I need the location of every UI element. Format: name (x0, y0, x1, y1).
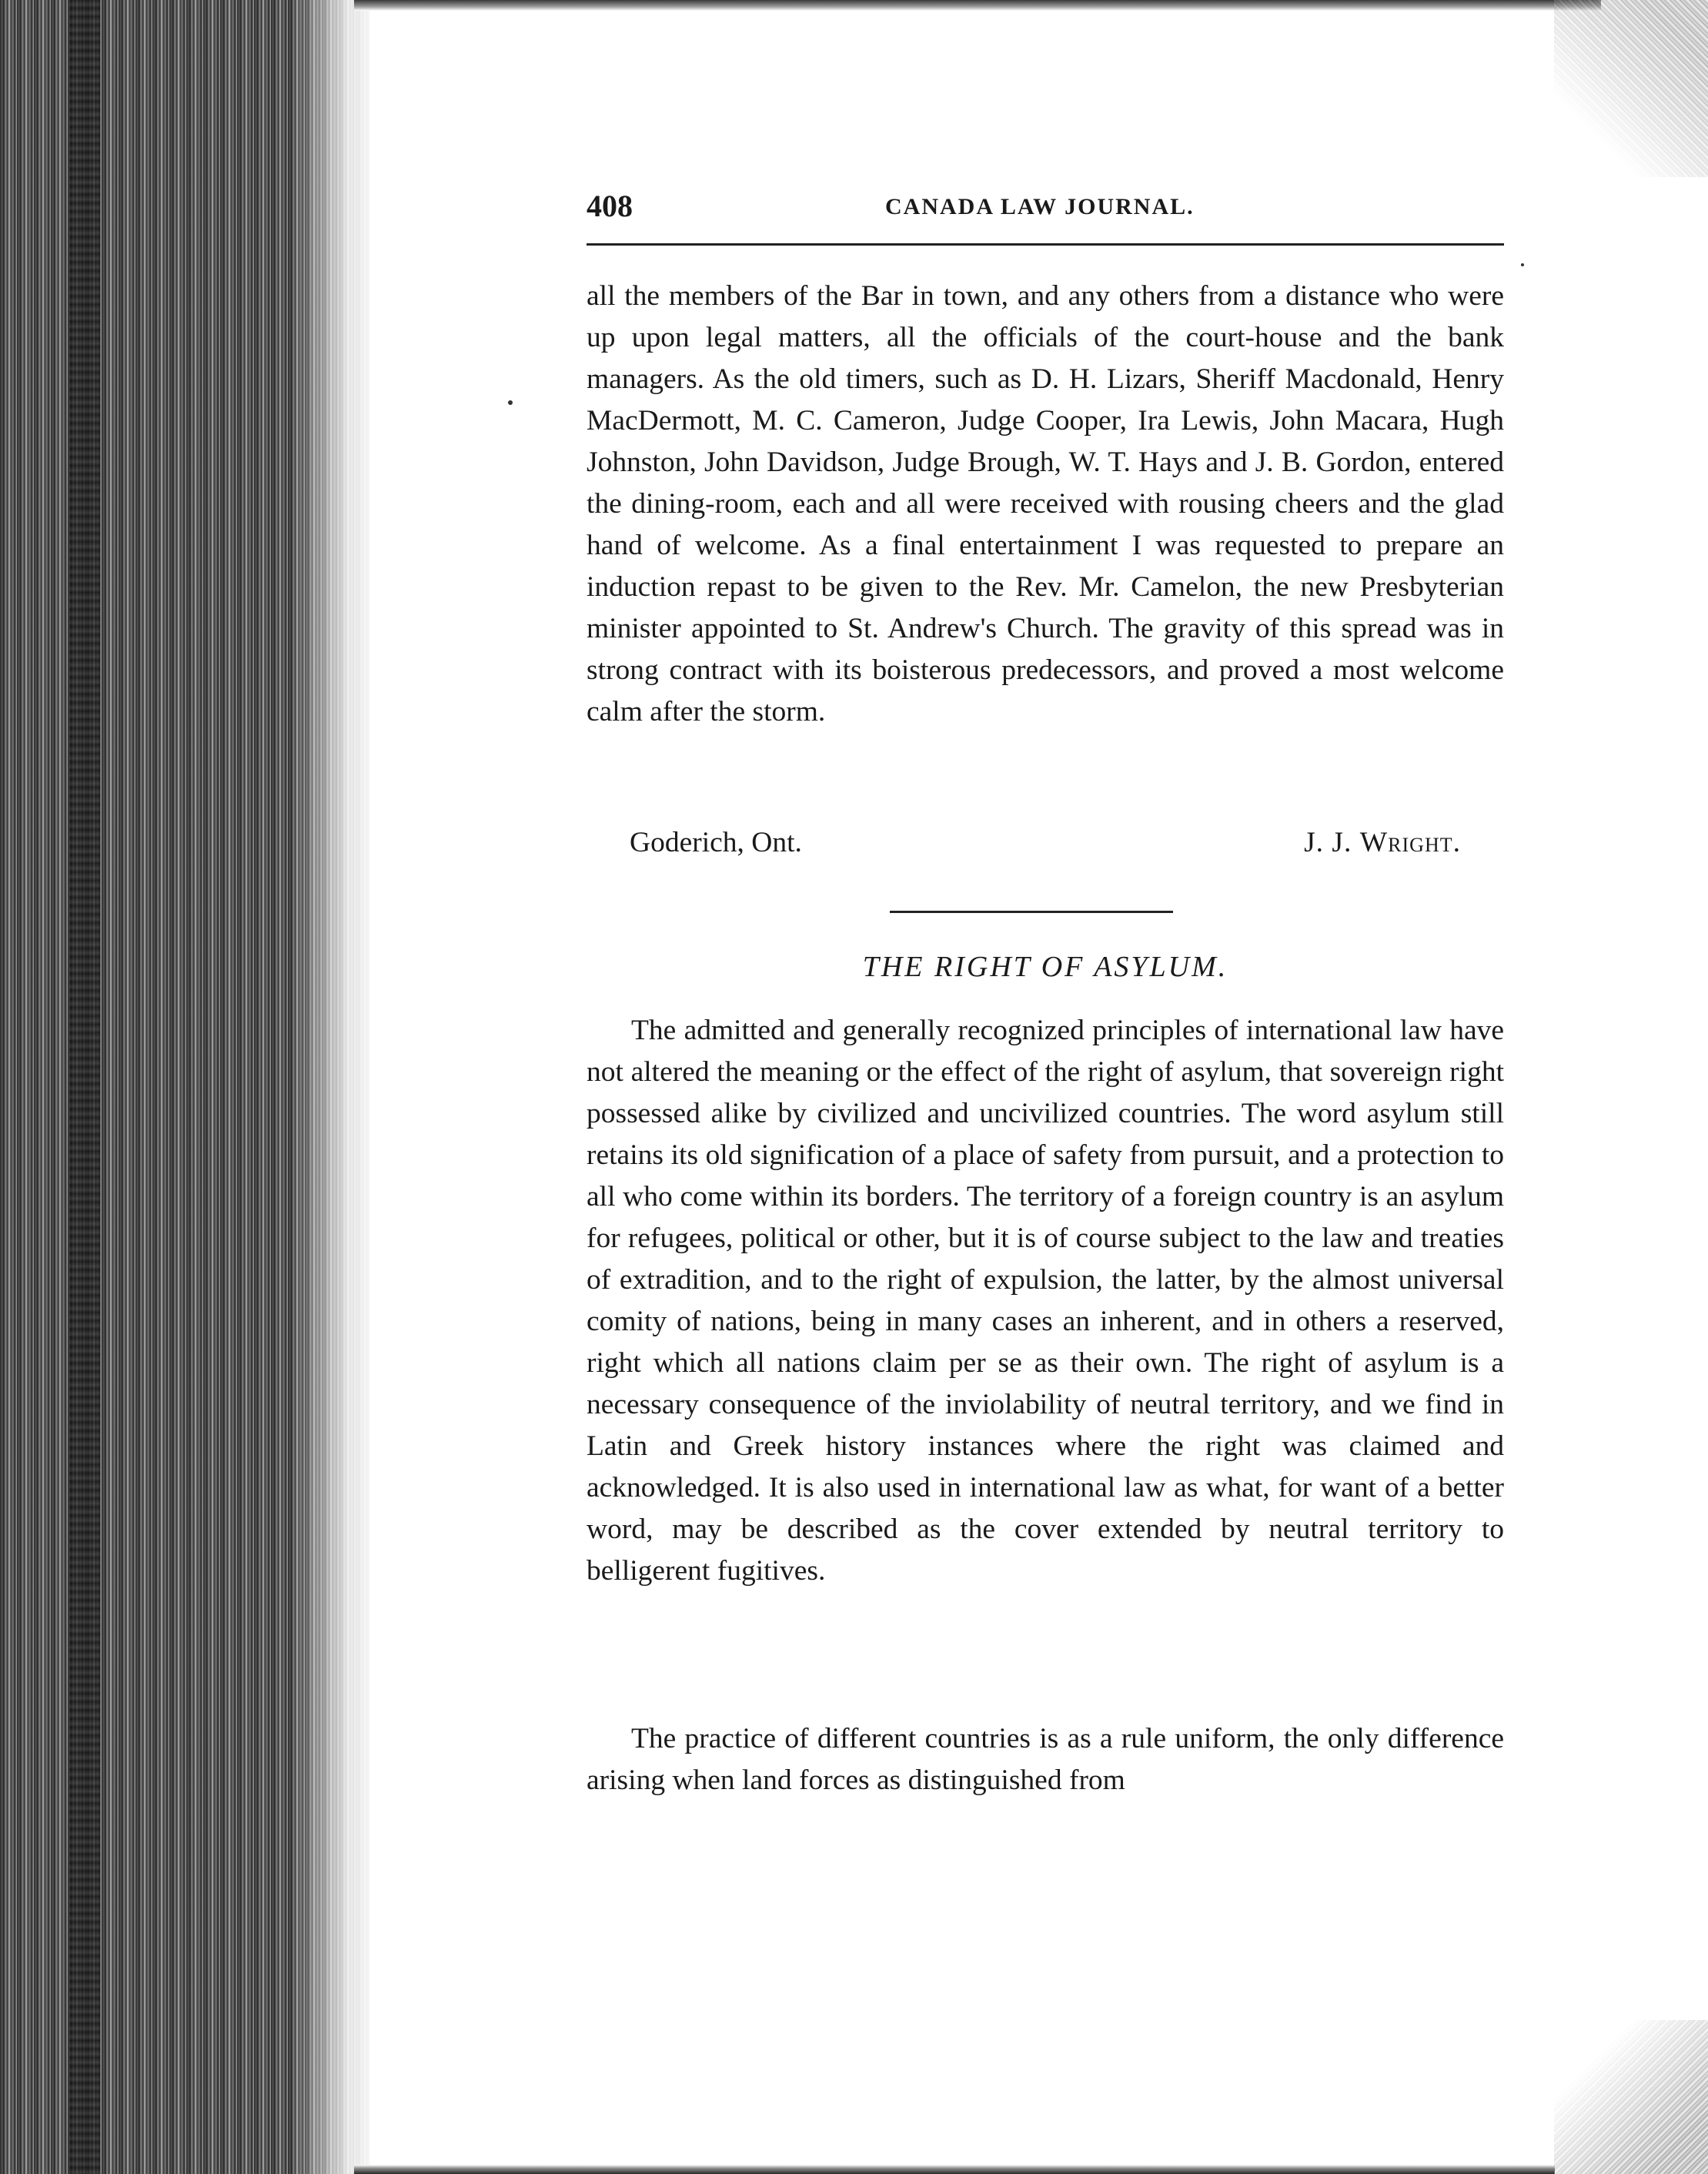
article-body-continued (587, 1718, 1504, 1801)
body-paragraph: The practice of different countries is as a rule uniform, the only difference arising when land forces as distinguished from (587, 1723, 1504, 1796)
article-body (587, 1010, 1504, 1592)
running-head (587, 188, 1504, 226)
page-number: 408 (587, 189, 633, 223)
journal-title: CANADA LAW JOURNAL. (885, 194, 1195, 219)
body-paragraph: The admitted and generally recognized principles of international law have not altered the meaning or the effect of the right of asylum, that sovereign right possessed alike by civilized and uncivilized countries. The word asylum still retains its old signification of a place of safety from pursuit, and a protection to all who come within its borders. The territory of a foreign country is an asylum for refugees, political or other, but it is of course subject to the law and treaties of extradition, and to the right of expulsion, the latter, by the almost universal comity of nations, being in many cases an inherent, and in others a reserved, right which all nations claim per se as their own. The right of asylum is a necessary consequence of the inviolability of neutral territory, and we find in Latin and Greek history instances where the right was claimed and acknowledged. It is also used in international law as what, for want of a better word, may be described as the cover extended by neutral territory to belligerent fugitives. (587, 1015, 1504, 1587)
page-corner-bottom-right (1554, 2020, 1708, 2174)
page-corner-top-right (1554, 0, 1708, 177)
header-rule (587, 243, 1504, 246)
signature-initials: J. J. (1304, 827, 1360, 858)
scan-speck (508, 400, 513, 405)
section-divider-rule (890, 911, 1173, 913)
scan-speck (1521, 263, 1524, 266)
signature-place: Goderich, Ont. (630, 827, 802, 858)
article-continuation (587, 276, 1504, 733)
signature-surname: Wright. (1359, 827, 1461, 858)
article-title: THE RIGHT OF ASYLUM. (862, 951, 1228, 983)
signature-author (1304, 822, 1461, 864)
binding-dark-strip (69, 0, 100, 2174)
continuation-paragraph: all the members of the Bar in town, and any others from a distance who were up upon legal matters, all the officials of the court-house and the bank managers. As the old timers, such as D. H. Lizars, Sheriff Macdonald, Henry MacDermott, M. C. Cameron, Judge Cooper, Ira Lewis, John Macara, Hugh Johnston, John Davidson, Judge Brough, W. T. Hays and J. B. Gordon, entered the dining-room, each and all were received with rousing cheers and the glad hand of welcome. As a final entertainment I was requested to prepare an induction repast to be given to the Rev. Mr. Camelon, the new Presbyterian minister appointed to St. Andrew's Church. The gravity of this spread was in strong contract with its boisterous predecessors, and proved a most welcome calm after the storm. (587, 280, 1504, 727)
page-top-edge (354, 0, 1601, 11)
binding-fade (292, 0, 385, 2174)
signature-line (587, 822, 1504, 864)
page-bottom-edge (354, 2165, 1555, 2174)
